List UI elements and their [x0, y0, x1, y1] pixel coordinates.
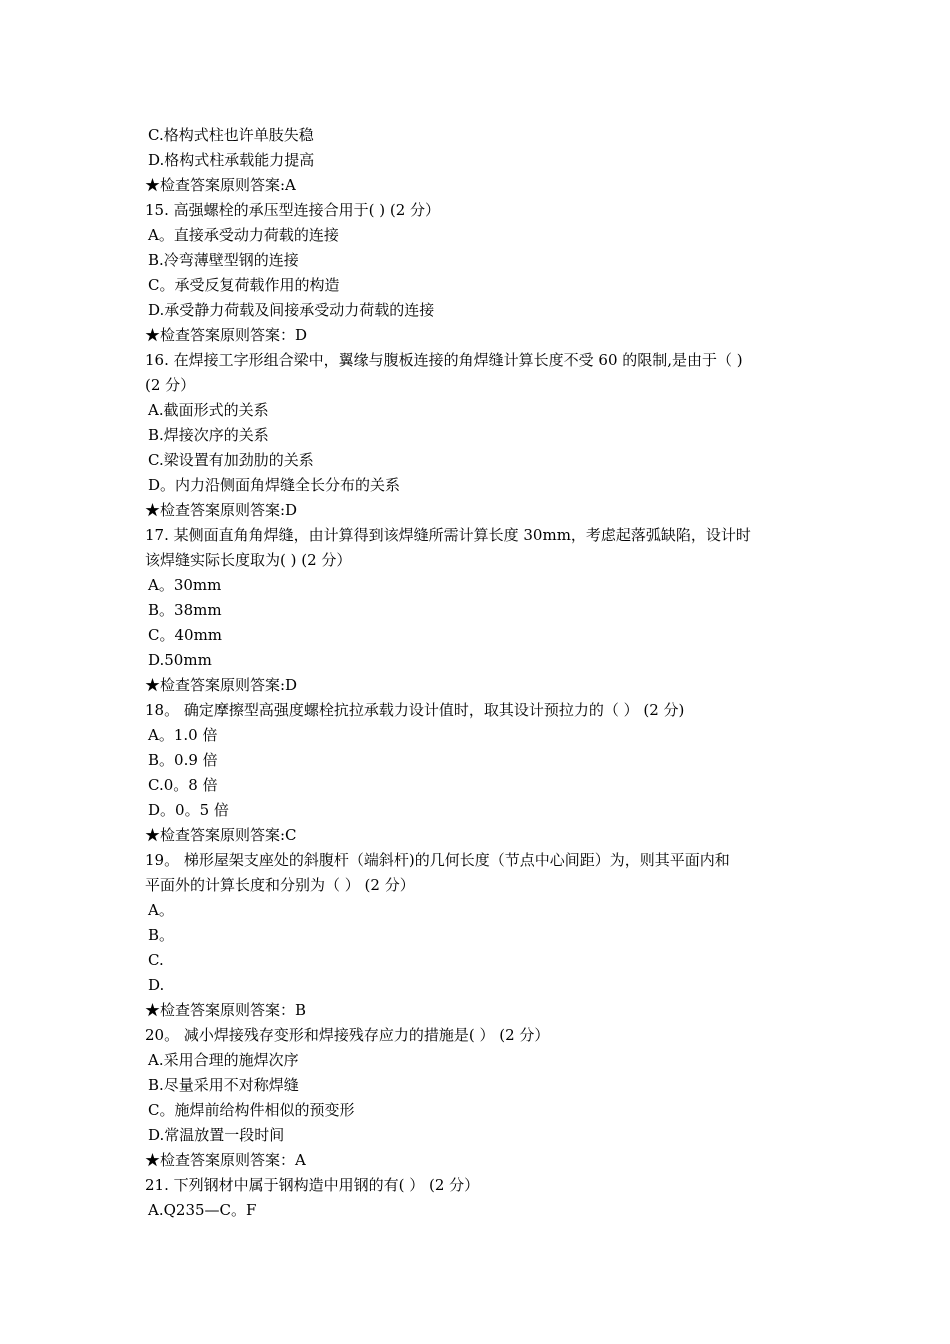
option-line: C. — [148, 951, 164, 969]
option-line: B。0.9 倍 — [148, 751, 218, 769]
option-line: B.尽量采用不对称焊缝 — [148, 1076, 299, 1094]
question-line: 20。 减小焊接残存变形和焊接残存应力的措施是( ） (2 分） — [145, 1026, 550, 1044]
question-line: 16. 在焊接工字形组合梁中，翼缘与腹板连接的角焊缝计算长度不受 60 的限制,是由于（ ) — [145, 351, 743, 369]
option-line: D.常温放置一段时间 — [148, 1126, 285, 1144]
question-line: 19。 梯形屋架支座处的斜腹杆（端斜杆)的几何长度（节点中心间距）为，则其平面内和 — [145, 851, 730, 869]
option-line: D。内力沿侧面角焊缝全长分布的关系 — [148, 476, 401, 494]
option-line: C。承受反复荷载作用的构造 — [148, 276, 340, 294]
option-line: B.冷弯薄壁型钢的连接 — [148, 251, 299, 269]
option-line: B。 — [148, 926, 175, 944]
option-line: C.0。8 倍 — [148, 776, 218, 794]
answer-line: ★检查答案原则答案：D — [145, 326, 308, 344]
question-line: 平面外的计算长度和分别为（ ） (2 分） — [145, 876, 415, 894]
document-body — [145, 123, 810, 1223]
answer-line: ★检查答案原则答案:D — [145, 676, 298, 694]
option-line: A.采用合理的施焊次序 — [148, 1051, 299, 1069]
answer-line: ★检查答案原则答案:D — [145, 501, 298, 519]
option-line: B。38mm — [148, 601, 222, 619]
option-line: D.格构式柱承载能力提高 — [148, 151, 315, 169]
option-line: C。施焊前给构件相似的预变形 — [148, 1101, 355, 1119]
answer-line: ★检查答案原则答案：B — [145, 1001, 307, 1019]
answer-line: ★检查答案原则答案:C — [145, 826, 297, 844]
option-line: D. — [148, 976, 165, 994]
option-line: A。1.0 倍 — [148, 726, 218, 744]
answer-line: ★检查答案原则答案:A — [145, 176, 296, 194]
option-line: C。40mm — [148, 626, 223, 644]
option-line: C.格构式柱也许单肢失稳 — [148, 126, 314, 144]
option-line: A。直接承受动力荷载的连接 — [148, 226, 339, 244]
option-line: C.梁设置有加劲肋的关系 — [148, 451, 314, 469]
option-line: D.承受静力荷载及间接承受动力荷载的连接 — [148, 301, 435, 319]
option-line: D.50mm — [148, 651, 212, 669]
question-line: 18。 确定摩擦型高强度螺栓抗拉承载力设计值时，取其设计预拉力的（ ） (2 分) — [145, 701, 685, 719]
question-line: (2 分） — [145, 376, 196, 394]
option-line: A。 — [148, 901, 174, 919]
question-line: 17. 某侧面直角角焊缝，由计算得到该焊缝所需计算长度 30mm，考虑起落弧缺陷，设计时 — [145, 526, 751, 544]
question-line: 21. 下列钢材中属于钢构造中用钢的有( ） (2 分） — [145, 1176, 480, 1194]
option-line: A.Q235—C。F — [148, 1201, 257, 1219]
answer-line: ★检查答案原则答案：A — [145, 1151, 306, 1169]
option-line: D。0。5 倍 — [148, 801, 229, 819]
question-line: 15. 高强螺栓的承压型连接合用于( ) (2 分） — [145, 201, 441, 219]
option-line: A.截面形式的关系 — [148, 401, 269, 419]
question-line: 该焊缝实际长度取为( ) (2 分） — [145, 551, 352, 569]
option-line: B.焊接次序的关系 — [148, 426, 269, 444]
option-line: A。30mm — [148, 576, 222, 594]
